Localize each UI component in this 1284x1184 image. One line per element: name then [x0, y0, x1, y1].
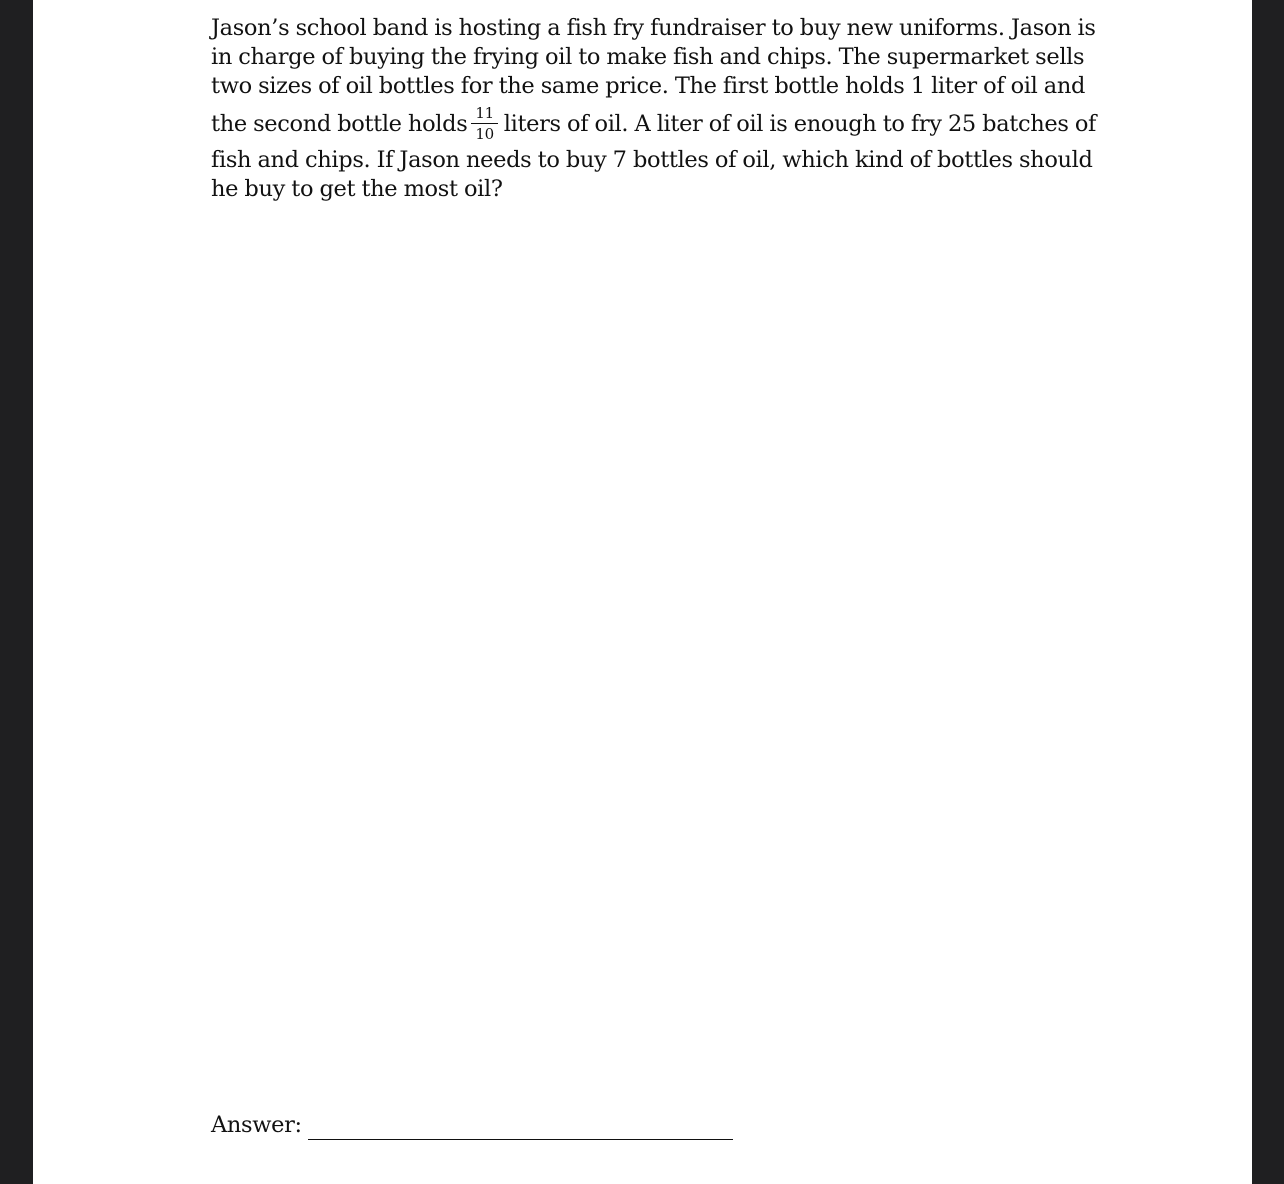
answer-row [211, 1110, 733, 1140]
problem-line-5: fish and chips. If Jason needs to buy 7 bottles of oil, which kind of bottles should [211, 147, 1093, 173]
problem-line-4-start: the second bottle holds [211, 111, 468, 137]
answer-blank-line[interactable] [308, 1114, 733, 1140]
fraction-denominator: 10 [475, 124, 494, 143]
answer-label: Answer: [211, 1112, 302, 1138]
problem-line-4 [211, 102, 1097, 146]
problem-line-4-end: liters of oil. A liter of oil is enough to fry 25 batches of [503, 111, 1097, 137]
problem-line-2: in charge of buying the frying oil to make fish and chips. The supermarket sells [211, 44, 1085, 70]
fraction [471, 105, 497, 142]
problem-text [211, 14, 1097, 204]
document-page [33, 0, 1252, 1184]
fraction-numerator: 11 [471, 105, 497, 124]
problem-line-3: two sizes of oil bottles for the same price. The first bottle holds 1 liter of oil and [211, 73, 1086, 99]
problem-line-1: Jason’s school band is hosting a fish fry fundraiser to buy new uniforms. Jason is [211, 15, 1096, 41]
problem-line-6: he buy to get the most oil? [211, 176, 503, 202]
